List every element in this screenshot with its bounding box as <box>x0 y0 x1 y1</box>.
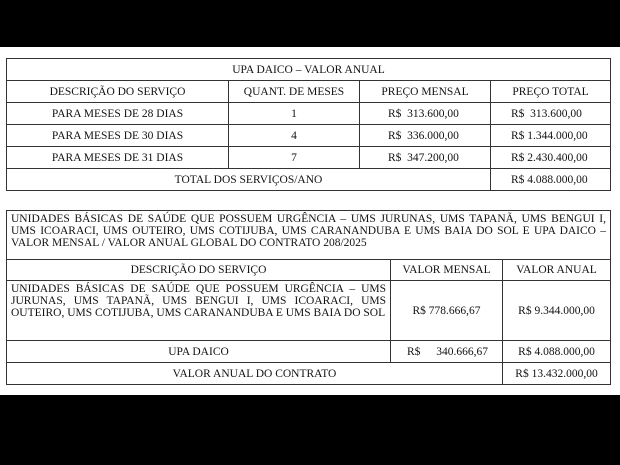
total-label: VALOR ANUAL DO CONTRATO <box>7 363 503 385</box>
global-contract-table <box>6 210 611 385</box>
table-cell: R$ 2.430.400,00 <box>491 147 611 169</box>
column-header: QUANT. DE MESES <box>229 81 360 103</box>
table-cell: PARA MESES DE 28 DIAS <box>7 103 229 125</box>
table-cell: R$ 347.200,00 <box>360 147 491 169</box>
table-cell <box>391 341 503 363</box>
table-cell: R$ 313.600,00 <box>360 103 491 125</box>
table-title: UNIDADES BÁSICAS DE SAÚDE QUE POSSUEM URGÊNCIA – UMS JURUNAS, UMS TAPANÃ, UMS BENGUI I, UMS ICOARACI, UMS OUTEIRO, UMS COTIJUBA, UMS CARANANDUBA E UMS BAIA DO SOL E UPA DAICO – VALOR MENSAL / VALOR ANUAL GLOBAL DO CONTRATO 208/2025 <box>7 211 611 260</box>
table-cell: R$ 4.088.000,00 <box>503 341 611 363</box>
column-header: VALOR MENSAL <box>391 260 503 281</box>
total-row <box>7 363 611 385</box>
table-title: UPA DAICO – VALOR ANUAL <box>7 59 611 81</box>
table-cell: R$ 9.344.000,00 <box>503 281 611 341</box>
table-row <box>7 147 611 169</box>
table-cell: R$ 336.000,00 <box>360 125 491 147</box>
column-header: PREÇO MENSAL <box>360 81 491 103</box>
column-header: DESCRIÇÃO DO SERVIÇO <box>7 81 229 103</box>
total-row <box>7 169 611 191</box>
table-cell: PARA MESES DE 30 DIAS <box>7 125 229 147</box>
document-page <box>0 47 620 395</box>
table-cell: R$ 778.666,67 <box>391 281 503 341</box>
column-header: DESCRIÇÃO DO SERVIÇO <box>7 260 391 281</box>
table-row <box>7 103 611 125</box>
table-cell: R$ 1.344.000,00 <box>491 125 611 147</box>
table-cell: UNIDADES BÁSICAS DE SAÚDE QUE POSSUEM URGÊNCIA – UMS JURUNAS, UMS TAPANÃ, UMS BENGUI I, UMS ICOARACI, UMS OUTEIRO, UMS COTIJUBA, UMS CARANANDUBA E UMS BAIA DO SOL <box>7 281 391 341</box>
table-cell: 7 <box>229 147 360 169</box>
table-row <box>7 341 611 363</box>
upa-daico-annual-table <box>6 58 611 191</box>
currency-symbol: R$ <box>407 345 421 358</box>
table-row <box>7 281 611 341</box>
table-cell: R$ 313.600,00 <box>491 103 611 125</box>
total-value: R$ 4.088.000,00 <box>491 169 611 191</box>
table-row <box>7 125 611 147</box>
column-header: PREÇO TOTAL <box>491 81 611 103</box>
table-cell: UPA DAICO <box>7 341 391 363</box>
table-cell: 1 <box>229 103 360 125</box>
total-value: R$ 13.432.000,00 <box>503 363 611 385</box>
table-cell: 4 <box>229 125 360 147</box>
amount: 340.666,67 <box>436 345 488 358</box>
column-header: VALOR ANUAL <box>503 260 611 281</box>
total-label: TOTAL DOS SERVIÇOS/ANO <box>7 169 491 191</box>
table-cell: PARA MESES DE 31 DIAS <box>7 147 229 169</box>
